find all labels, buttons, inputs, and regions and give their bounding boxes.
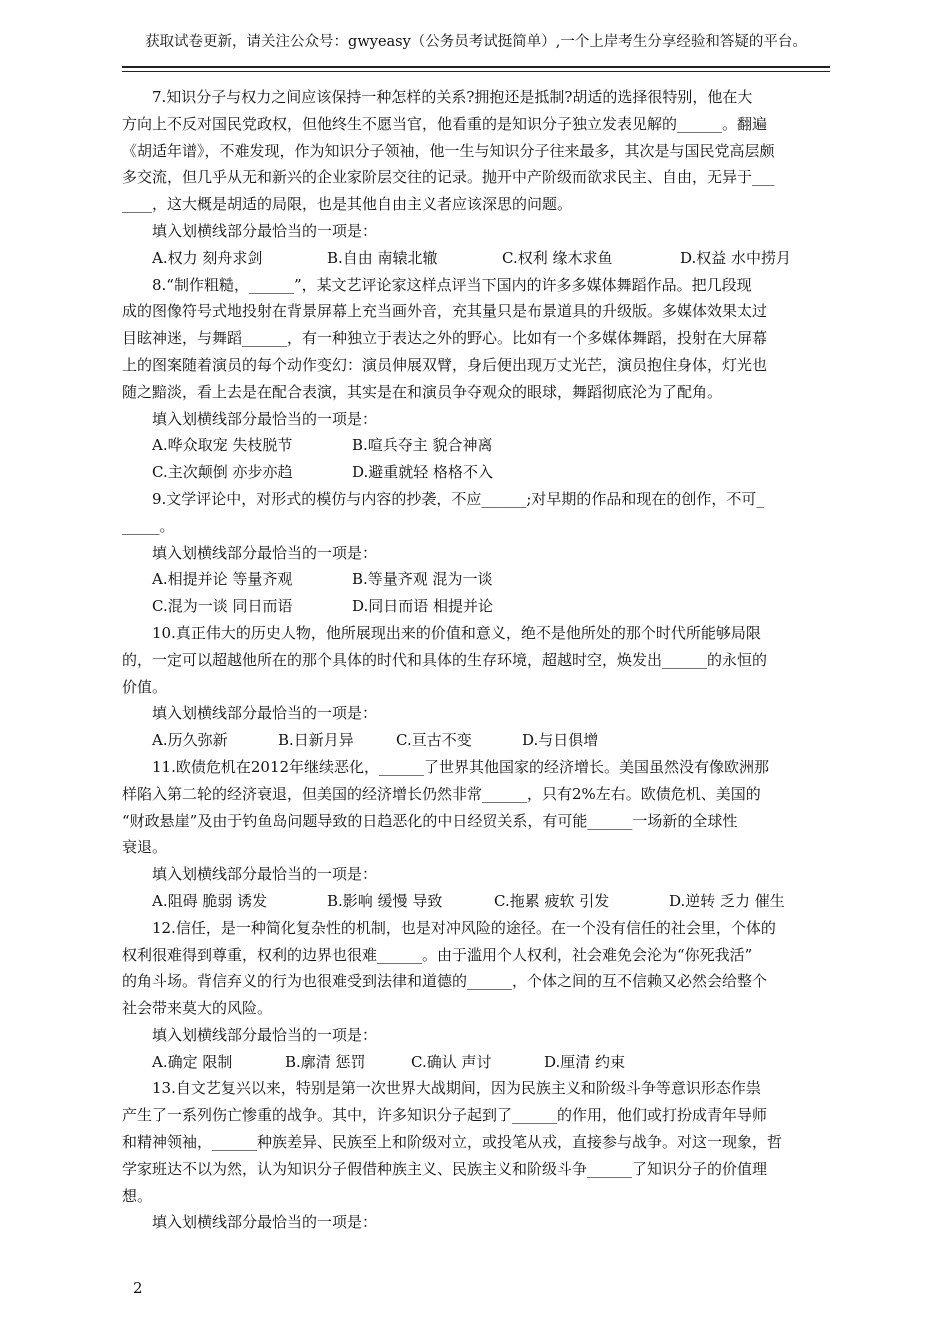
question-prompt: 填入划横线部分最恰当的一项是：	[152, 865, 378, 884]
question-content	[122, 84, 830, 1236]
page-number: 2	[133, 1279, 143, 1297]
answer-option: C.拖累 疲软 引发	[494, 891, 610, 910]
answer-option: D.权益 水中捞月	[680, 248, 792, 267]
answer-option: D.与日俱增	[522, 731, 599, 750]
answer-option: B.影响 缓慢 导致	[327, 891, 443, 910]
question-text-line: 想。	[122, 1186, 153, 1205]
options-row	[122, 459, 830, 486]
question-9	[122, 486, 830, 620]
question-text-line: 衰退。	[122, 838, 168, 857]
question-prompt: 填入划横线部分最恰当的一项是：	[152, 543, 378, 562]
question-text-line: 目眩神迷，与舞蹈______，有一种独立于表达之外的野心。比如有一个多媒体舞蹈，投射在大屏幕	[122, 329, 768, 348]
question-text-line: 9.文学评论中，对形式的模仿与内容的抄袭，不应______;对早期的作品和现在的创作，不可_	[152, 489, 764, 508]
question-text-line: 和精神领袖，______种族差异、民族至上和阶级对立，或投笔从戎，直接参与战争。对这一现象，哲	[122, 1133, 783, 1152]
answer-option: A.权力 刻舟求剑	[152, 248, 263, 267]
question-text-line: 的角斗场。背信弃义的行为也很难受到法律和道德的______，个体之间的互不信赖又必然会给整个	[122, 972, 768, 991]
question-text-line: 随之黯淡，看上去是在配合表演，其实是在和演员争夺观众的眼球，舞蹈彻底沦为了配角。	[122, 382, 723, 401]
answer-option: A.相提并论 等量齐观	[152, 570, 293, 589]
question-7	[122, 84, 830, 272]
answer-option: D.避重就轻 格格不入	[352, 463, 494, 482]
question-text-line: 产生了一系列伤亡惨重的战争。其中，许多知识分子起到了______的作用，他们或打扮成青年导师	[122, 1106, 768, 1125]
question-prompt: 填入划横线部分最恰当的一项是：	[152, 409, 378, 428]
page-header: 获取试卷更新，请关注公众号：gwyeasy（公务员考试挺简单）,一个上岸考生分享经验和答疑的平台。	[145, 34, 807, 50]
options-row	[122, 245, 830, 272]
answer-option: B.等量齐观 混为一谈	[352, 570, 493, 589]
answer-option: A.阻碍 脆弱 诱发	[152, 891, 268, 910]
question-text-line: 8.“制作粗糙，______”，某文艺评论家这样点评当下国内的许多多媒体舞蹈作品。把几段现	[152, 275, 752, 294]
options-row	[122, 566, 830, 593]
answer-option: D.逆转 乏力 催生	[669, 891, 785, 910]
question-text-line: 的，一定可以超越他所在的那个具体的时代和具体的生存环境，超越时空，焕发出______的永恒的	[122, 650, 768, 669]
question-prompt: 填入划横线部分最恰当的一项是：	[152, 1213, 378, 1232]
options-row	[122, 593, 830, 620]
question-text-line: 学家班达不以为然，认为知识分子假借种族主义、民族主义和阶级斗争______了知识分子的价值理	[122, 1159, 768, 1178]
options-row	[122, 888, 830, 915]
answer-option: B.日新月异	[278, 731, 354, 750]
question-text-line: 样陷入第二轮的经济衰退，但美国的经济增长仍然非常______，只有2%左右。欧债危机、美国的	[122, 784, 761, 803]
question-prompt: 填入划横线部分最恰当的一项是：	[152, 1025, 378, 1044]
question-text-line: 方向上不反对国民党政权，但他终生不愿当官，他看重的是知识分子独立发表见解的______。翻遍	[122, 114, 768, 133]
answer-option: B.自由 南辕北辙	[327, 248, 438, 267]
answer-option: D.同日而语 相提并论	[352, 597, 494, 616]
question-text-line: “财政悬崖”及由于钓鱼岛问题导致的日趋恶化的中日经贸关系，有可能______一场新的全球性	[122, 811, 738, 830]
answer-option: B.廓清 惩罚	[285, 1052, 366, 1071]
question-text-line: 价值。	[122, 677, 168, 696]
question-text-line: 12.信任，是一种简化复杂性的机制，也是对冲风险的途径。在一个没有信任的社会里，个体的	[152, 918, 776, 937]
answer-option: C.权利 缘木求鱼	[502, 248, 613, 267]
answer-option: A.历久弥新	[152, 731, 228, 750]
header-rule-thin	[122, 71, 830, 72]
question-text-line: 7.知识分子与权力之间应该保持一种怎样的关系?拥抱还是抵制?胡适的选择很特别，他在大	[152, 88, 753, 106]
answer-option: C.混为一谈 同日而语	[152, 597, 293, 616]
question-10	[122, 620, 830, 754]
question-text-line: 多交流，但几乎从无和新兴的企业家阶层交往的记录。抛开中产阶级而欲求民主、自由，无异于___	[122, 168, 775, 187]
question-text-line: 10.真正伟大的历史人物，他所展现出来的价值和意义，绝不是他所处的那个时代所能够局限	[152, 623, 761, 642]
answer-option: A.哗众取宠 失枝脱节	[152, 436, 293, 455]
options-row	[122, 727, 830, 754]
question-prompt: 填入划横线部分最恰当的一项是：	[152, 704, 378, 723]
question-prompt: 填入划横线部分最恰当的一项是：	[152, 221, 378, 240]
question-8	[122, 272, 830, 486]
answer-option: D.厘清 约束	[544, 1052, 626, 1071]
options-row	[122, 1049, 830, 1076]
question-text-line: 13.自文艺复兴以来，特别是第一次世界大战期间，因为民族主义和阶级斗争等意识形态作祟	[152, 1079, 761, 1098]
answer-option: A.确定 限制	[152, 1052, 233, 1071]
answer-option: C.亘古不变	[396, 731, 472, 750]
question-text-line: 成的图像符号式地投射在背景屏幕上充当画外音，充其量只是布景道具的升级版。多媒体效果太过	[122, 302, 768, 321]
question-text-line: 权利很难得到尊重，权利的边界也很难______。由于滥用个人权利，社会难免会沦为“你死我活”	[122, 945, 753, 964]
question-11	[122, 754, 830, 915]
question-text-line: 社会带来莫大的风险。	[122, 999, 273, 1018]
question-12	[122, 915, 830, 1076]
header-rule-thick	[122, 66, 830, 68]
question-text-line: 上的图案随着演员的每个动作变幻：演员伸展双臂，身后便出现万丈光芒，演员抱住身体，灯光也	[122, 355, 768, 374]
question-text-line: _____。	[122, 516, 175, 535]
answer-option: C.确认 声讨	[411, 1052, 492, 1071]
options-row	[122, 432, 830, 459]
question-text-line: 《胡适年谱》，不难发现，作为知识分子领袖，他一生与知识分子往来最多，其次是与国民党高层颇	[122, 141, 775, 160]
question-text-line: 11.欧债危机在2012年继续恶化，______了世界其他国家的经济增长。美国虽然没有像欧洲那	[152, 757, 770, 776]
answer-option: C.主次颠倒 亦步亦趋	[152, 463, 293, 482]
answer-option: B.喧兵夺主 貌合神离	[352, 436, 493, 455]
question-13	[122, 1075, 830, 1236]
question-text-line: ____，这大概是胡适的局限，也是其他自由主义者应该深思的问题。	[122, 195, 573, 214]
